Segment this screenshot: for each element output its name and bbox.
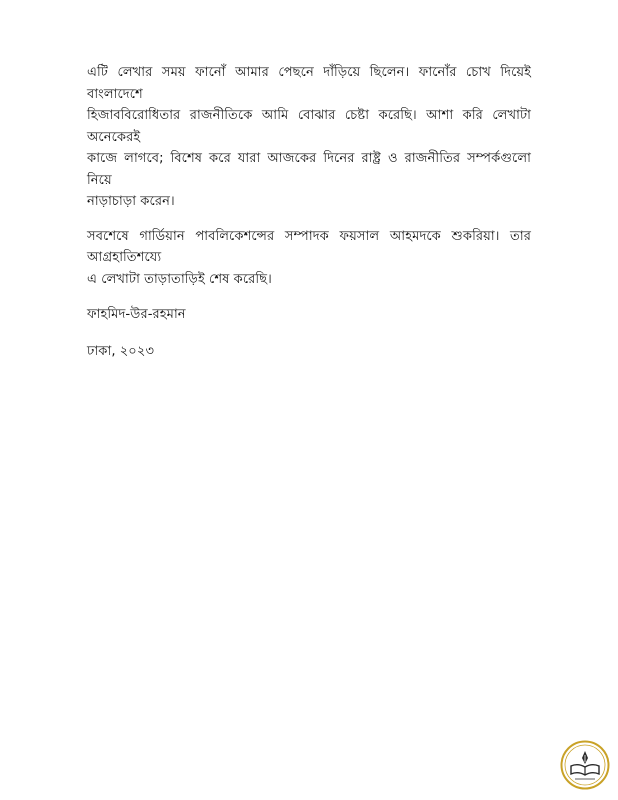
text-line: নাড়াচাড়া করেন। bbox=[87, 194, 175, 209]
text-line: কাজে লাগবে; বিশেষ করে যারা আজকের দিনের রাষ্ট্র ও রাজনীতির সম্পর্কগুলো নিয়ে bbox=[87, 151, 531, 188]
text-line: এটি লেখার সময় ফানোঁ আমার পেছনে দাঁড়িয়ে ছিলেন। ফানোঁর চোখ দিয়েই বাংলাদেশে bbox=[87, 65, 531, 102]
place-date: ঢাকা, ২০২৩ bbox=[87, 343, 155, 359]
text-line: এ লেখাটা তাড়াতাড়িই শেষ করেছি। bbox=[87, 271, 272, 287]
paragraph-1 bbox=[87, 62, 531, 213]
book-inkpen-seal-icon bbox=[560, 740, 610, 790]
text-line: সবশেষে গার্ডিয়ান পাবলিকেশন্সের সম্পাদক ফয়সাল আহমদকে শুকরিয়া। তার আগ্রহাতিশয্যে bbox=[87, 228, 531, 265]
author-signature: ফাহমিদ-উর-রহমান bbox=[87, 307, 186, 322]
paragraph-2 bbox=[87, 226, 531, 291]
page-content bbox=[87, 62, 531, 362]
text-line: হিজাববিরোধিতার রাজনীতিকে আমি বোঝার চেষ্টা করেছি। আশা করি লেখাটা অনেকেরই bbox=[87, 108, 531, 145]
